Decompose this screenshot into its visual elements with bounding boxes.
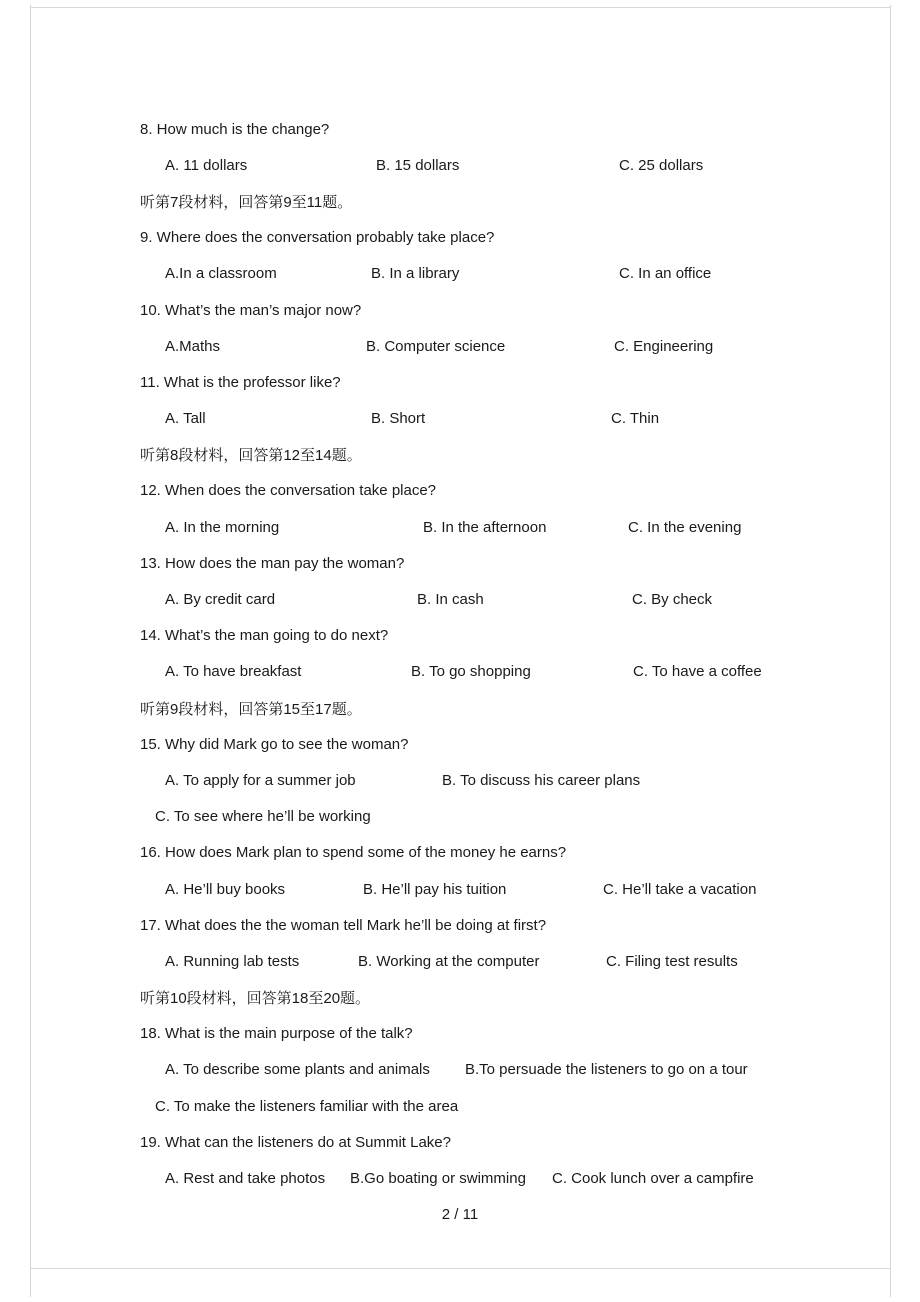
question-11 [140,364,900,400]
option-c: C. In an office [619,265,712,283]
question-text: 14. What’s the man going to do next? [140,627,389,645]
option-b: B. He’ll pay his tuition [363,880,507,898]
option-c: C. By check [632,591,713,609]
page-content [140,111,900,1197]
option-b: B. 15 dollars [376,156,460,174]
option-b: B. Short [371,410,426,428]
page-border-top [30,7,891,8]
section-text: 听第9段材料，回答第15至17题。 [140,700,362,718]
section-header-7 [140,183,900,219]
option-c: C. Filing test results [606,952,738,970]
question-text: 10. What’s the man’s major now? [140,301,362,319]
option-c: C. Cook lunch over a campfire [552,1170,754,1188]
question-text: 17. What does the the woman tell Mark he’ll be doing at first? [140,916,547,934]
option-a: A.In a classroom [165,265,277,283]
section-header-9 [140,690,900,726]
option-b: B. In a library [371,265,460,283]
question-16 [140,835,900,871]
option-a: A.Maths [165,337,221,355]
option-a: A. Rest and take photos [165,1170,326,1188]
question-17-options [140,943,900,979]
question-17 [140,907,900,943]
question-text: 19. What can the listeners do at Summit Lake? [140,1133,451,1151]
option-a: A. He’ll buy books [165,880,286,898]
option-a: A. By credit card [165,591,276,609]
question-text: 11. What is the professor like? [140,373,341,391]
question-text: 12. When does the conversation take place? [140,482,437,500]
option-b: B. Computer science [366,337,506,355]
question-9 [140,220,900,256]
question-14-options [140,654,900,690]
option-c: C. Thin [611,410,660,428]
question-8-options [140,147,900,183]
option-a: A. Running lab tests [165,952,300,970]
question-text: 13. How does the man pay the woman? [140,554,405,572]
question-15-options-ab [140,762,900,798]
section-header-10 [140,980,900,1016]
page-border-bottom [30,1268,891,1269]
question-19-options [140,1160,900,1196]
option-b: B.To persuade the listeners to go on a tour [465,1061,748,1079]
option-a: A. To have breakfast [165,663,302,681]
question-text: 15. Why did Mark go to see the woman? [140,735,409,753]
option-b: B. Working at the computer [358,952,540,970]
option-b: B. In the afternoon [423,518,547,536]
question-10 [140,292,900,328]
option-b: B. In cash [417,591,484,609]
option-b: B.Go boating or swimming [350,1170,526,1188]
question-11-options [140,401,900,437]
question-12-options [140,509,900,545]
question-15 [140,726,900,762]
option-c: C. Engineering [614,337,714,355]
option-a: A. Tall [165,410,206,428]
section-text: 听第8段材料，回答第12至14题。 [140,447,362,465]
question-text: 18. What is the main purpose of the talk? [140,1025,413,1043]
option-c: C. 25 dollars [619,156,704,174]
page-footer: 2 / 11 [441,1206,479,1223]
question-9-options [140,256,900,292]
question-18 [140,1016,900,1052]
question-19 [140,1124,900,1160]
option-a: A. In the morning [165,518,280,536]
question-text: 8. How much is the change? [140,120,330,138]
question-18-option-c [140,1088,900,1124]
question-10-options [140,328,900,364]
section-text: 听第10段材料，回答第18至20题。 [140,990,371,1008]
option-c: C. He’ll take a vacation [603,880,757,898]
question-text: 16. How does Mark plan to spend some of the money he earns? [140,844,567,862]
question-16-options [140,871,900,907]
option-c: C. To make the listeners familiar with the area [155,1097,459,1115]
option-a: A. 11 dollars [165,156,248,174]
question-12 [140,473,900,509]
question-13 [140,545,900,581]
option-b: B. To go shopping [411,663,531,681]
question-text: 9. Where does the conversation probably take place? [140,229,495,247]
option-c: C. In the evening [628,518,742,536]
question-13-options [140,581,900,617]
option-c: C. To see where he’ll be working [155,808,371,826]
option-a: A. To describe some plants and animals [165,1061,430,1079]
option-c: C. To have a coffee [633,663,762,681]
question-14 [140,618,900,654]
option-b: B. To discuss his career plans [442,771,641,789]
question-8 [140,111,900,147]
section-text: 听第7段材料，回答第9至11题。 [140,193,353,211]
page-border-left [30,5,31,1297]
question-18-options-ab [140,1052,900,1088]
option-a: A. To apply for a summer job [165,771,356,789]
question-15-option-c [140,799,900,835]
section-header-8 [140,437,900,473]
